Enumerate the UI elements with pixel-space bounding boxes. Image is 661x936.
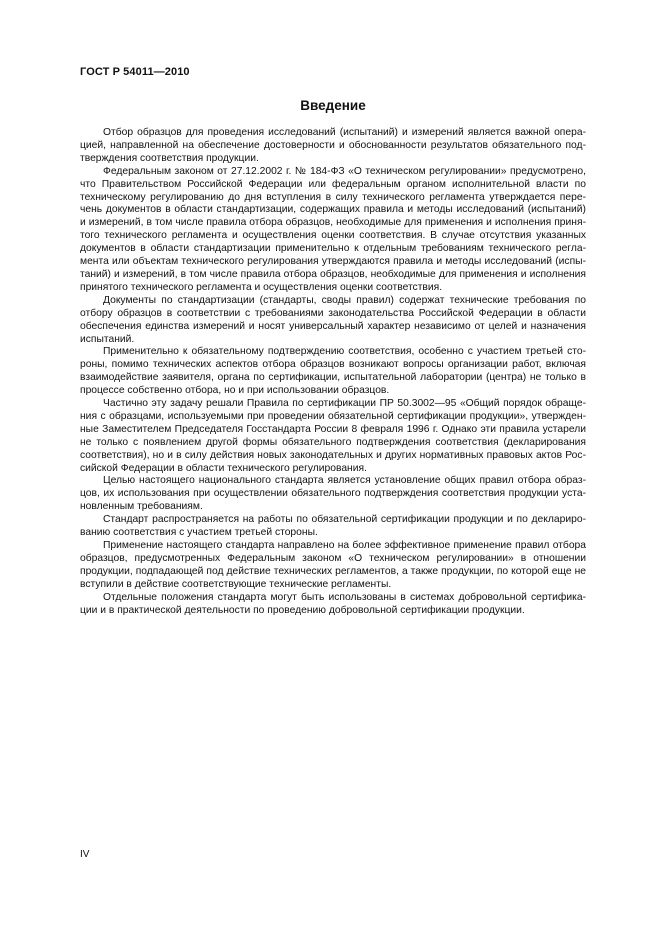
introduction-body xyxy=(80,127,586,617)
paragraph-6: Целью настоящего национального стандарта является установление общих правил отбора образцов, их использования при осуществлении обязательного подтверждения соответствия продукции установленным требованиям. xyxy=(80,475,586,513)
section-title: Введение xyxy=(300,98,366,113)
paragraph-3: Документы по стандартизации (стандарты, своды правил) содержат технические требования по отбору образцов в соответствии с требованиями законодательства Российской Федерации в области обеспечения единства измерений и носят универсальный характер независимо от целей и назначения испытаний. xyxy=(80,294,586,345)
paragraph-8: Применение настоящего стандарта направлено на более эффективное применение правил отбора образцов, предусмотренных Федеральным законом «О техническом регулировании» в отношении продукции, подпадающей под действие технических регламентов, а также продукции, по которой еще не вступили в действие соответствующие технические регламенты. xyxy=(80,540,586,590)
paragraph-7: Стандарт распространяется на работы по обязательной сертификации продукции и по декларированию соответствия с участием третьей стороны. xyxy=(80,514,586,539)
paragraph-2: Федеральным законом от 27.12.2002 г. № 184-ФЗ «О техническом регулировании» предусмотрено, что Правительством Российской Федерации или федеральным органом исполнительной власти по техническому регулированию до дня вступления в силу технического регламента утверждается перечень документов в области стандартизации, содержащих правила и методы исследований (испытаний) и измерений, в том числе правила отбора образцов, необходимые для применения и исполнения принятого технического регламента и осуществления оценки соответствия. В случае отсутствия указанных документов в области стандартизации применительно к отдельным требованиям технического регламента или объектам технического регулирования утверждаются правила и методы исследований (испытаний) и измерений, в том числе правила отбора образцов, необходимые для применения и исполнения принятого технического регламента и осуществления оценки соответствия. xyxy=(80,165,586,293)
paragraph-1: Отбор образцов для проведения исследований (испытаний) и измерений является важной операцией, направленной на обеспечение достоверности и обоснованности результатов обязательного подтверждения соответствия продукции. xyxy=(80,127,586,164)
page-number: IV xyxy=(80,849,90,860)
paragraph-4: Применительно к обязательному подтверждению соответствия, особенно с участием третьей стороны, помимо технических аспектов отбора образцов возникают вопросы организации работ, включая взаимодействие заявителя, органа по сертификации, испытательной лаборатории (центра) не только в процессе собственно отбора, но и при использовании образцов. xyxy=(80,346,586,397)
document-code: ГОСТ Р 54011—2010 xyxy=(80,66,190,78)
paragraph-9: Отдельные положения стандарта могут быть использованы в системах добровольной сертификации и в практической деятельности по проведению добровольной сертификации продукции. xyxy=(80,591,586,616)
paragraph-5: Частично эту задачу решали Правила по сертификации ПР 50.3002—95 «Общий порядок обращения с образцами, используемыми при проведении обязательной сертификации продукции», утвержденные Заместителем Председателя Госстандарта России 8 февраля 1996 г. Однако эти правила устарели не только с появлением другой формы обязательного подтверждения соответствия (декларирования соответствия), но и в силу действия новых законодательных и других нормативных правовых актов Российской Федерации в области технического регулирования. xyxy=(80,398,586,474)
